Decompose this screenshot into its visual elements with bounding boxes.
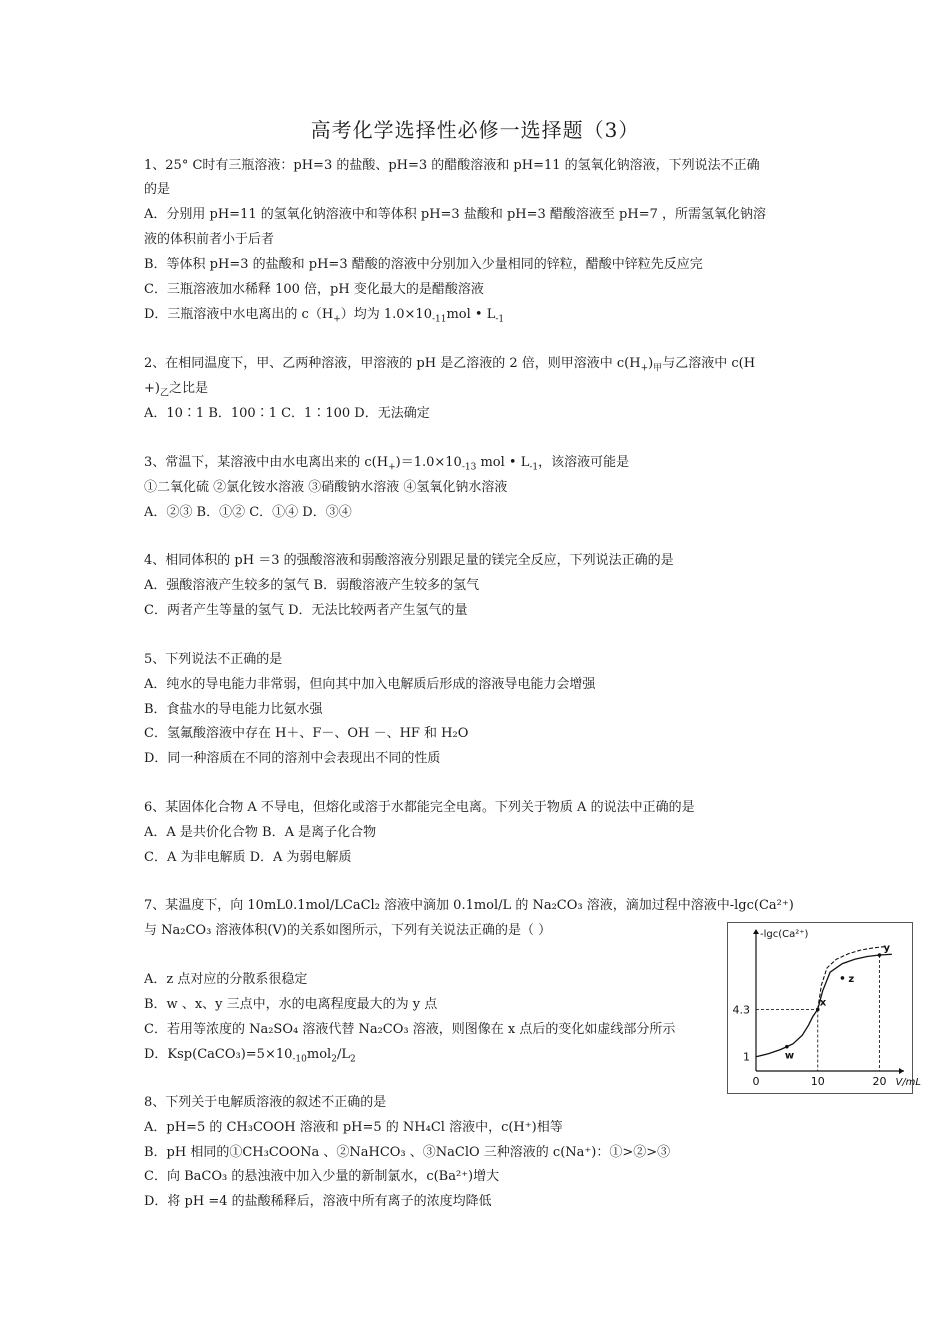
q8-option-a: A．pH=5 的 CH₃COOH 溶液和 pH=5 的 NH₄Cl 溶液中，c(H⁺)相等 <box>144 1120 563 1135</box>
q8-option-c: C．向 BaCO₃ 的悬浊液中加入少量的新制氯水，c(Ba²⁺)增大 <box>144 1169 500 1184</box>
y-axis-label: -lgc(Ca²⁺) <box>760 929 809 940</box>
q6-options-ab: A．A 是共价化合物 B．A 是离子化合物 <box>144 825 377 840</box>
q5-stem: 5、下列说法不正确的是 <box>144 652 283 667</box>
q7-chart-svg <box>728 923 922 1093</box>
point-y <box>878 953 882 957</box>
q2-options: A．10∶1 B．100∶1 C．1∶100 D．无法确定 <box>144 406 430 421</box>
q4-options-ab: A．强酸溶液产生较多的氢气 B．弱酸溶液产生较多的氢气 <box>144 578 480 593</box>
q1-option-c: C．三瓶溶液加水稀释 100 倍，pH 变化最大的是醋酸溶液 <box>144 282 484 297</box>
y-tick-label: 1 <box>743 1050 750 1064</box>
q1-option-a-line-2: 液的体积前者小于后者 <box>144 232 275 247</box>
point-label-y: y <box>883 943 891 955</box>
q7-option-c: C．若用等浓度的 Na₂SO₄ 溶液代替 Na₂CO₃ 溶液，则图像在 x 点后的变化如虚线部分所示 <box>144 1022 676 1037</box>
q1-stem-line-2: 的是 <box>144 182 171 197</box>
q3-stem: 3、常温下，某溶液中由水电离出来的 $c(H_+)=1.0\times 10_{-13}$ mol • $L_{-1}$，该溶液可能是 <box>144 455 630 473</box>
q7-option-d: D．$Ksp(CaCO_3)=5\times 10_{-10}mol_2/L_2$ <box>144 1047 356 1065</box>
x-axis-arrow <box>899 1068 904 1074</box>
q5-option-d: D．同一种溶质在不同的溶剂中会表现出不同的性质 <box>144 751 441 766</box>
point-label-z: z <box>848 973 855 985</box>
q7-stem-line-2: 与 Na₂CO₃ 溶液体积(V)的关系如图所示，下列有关说法正确的是（ ） <box>144 923 552 938</box>
q8-option-d: D．将 pH =4 的盐酸稀释后，溶液中所有离子的浓度均降低 <box>144 1194 492 1209</box>
q7-figure <box>727 922 922 1094</box>
q6-options-cd: C．A 为非电解质 D．A 为弱电解质 <box>144 850 352 865</box>
x-axis-label: V/mL <box>895 1077 922 1088</box>
page-title: 高考化学选择性必修一选择题（3） <box>310 118 640 142</box>
q7-stem-line-1: 7、某温度下，向 10mL0.1mol/LCaCl₂ 溶液中滴加 0.1mol/L 的 Na₂CO₃ 溶液，滴加过程中溶液中-lgc(Ca²⁺) <box>144 898 794 913</box>
q1-stem-line-1: 1、25° C时有三瓶溶液：pH=3 的盐酸、pH=3 的醋酸溶液和 pH=11 的氢氧化钠溶液，下列说法不正确 <box>144 158 760 173</box>
q8-stem: 8、下列关于电解质溶液的叙述不正确的是 <box>144 1095 387 1110</box>
x-tick-label: 20 <box>872 1075 887 1088</box>
q7-option-b: B．w 、x、y 三点中，水的电离程度最大的为 y 点 <box>144 997 438 1012</box>
q5-option-b: B．食盐水的导电能力比氨水强 <box>144 702 323 717</box>
q4-options-cd: C．两者产生等量的氢气 D．无法比较两者产生氢气的量 <box>144 603 468 618</box>
point-w <box>785 1045 789 1049</box>
x-tick-label: 0 <box>752 1075 760 1088</box>
q8-option-b: B．pH 相同的①CH₃COONa 、②NaHCO₃ 、③NaClO 三种溶液的 c(Na⁺)：①>②>③ <box>144 1145 671 1160</box>
x-tick-label: 10 <box>810 1075 825 1088</box>
q1-option-b: B．等体积 pH=3 的盐酸和 pH=3 醋酸的溶液中分别加入少量相同的锌粒，醋酸中锌粒先反应完 <box>144 257 703 272</box>
q2-stem-line-1: 2、在相同温度下，甲、乙两种溶液，甲溶液的 pH 是乙溶液的 2 倍，则甲溶液中 $c(H_+)_甲$与乙溶液中 c(H <box>144 356 756 374</box>
q1-option-a-line-1: A．分别用 pH=11 的氢氧化钠溶液中和等体积 pH=3 盐酸和 pH=3 醋酸溶液至 pH=7 ，所需氢氧化钠溶 <box>144 207 767 222</box>
q5-option-a: A．纯水的导电能力非常弱，但向其中加入电解质后形成的溶液导电能力会增强 <box>144 677 596 692</box>
y-tick-label: 4.3 <box>732 1003 750 1017</box>
y-axis-arrow <box>753 929 759 934</box>
q1-option-d: D．三瓶溶液中水电离出的 $c(H_+)$均为 $1.0\times 10_{-11}mol$ • $L_{-1}$ <box>144 307 505 325</box>
point-label-x: x <box>819 997 827 1009</box>
q5-option-c: C．氢氟酸溶液中存在 H＋、F－、OH －、HF 和 H₂O <box>144 726 469 741</box>
point-label-w: w <box>784 1050 795 1062</box>
q3-items: ①二氧化硫 ②氯化铵水溶液 ③硝酸钠水溶液 ④氢氧化钠水溶液 <box>144 480 508 495</box>
q3-options: A．②③ B．①② C．①④ D．③④ <box>144 505 352 520</box>
q2-stem-line-2: $+)_乙$之比是 <box>144 381 209 399</box>
q4-stem: 4、相同体积的 pH ＝3 的强酸溶液和弱酸溶液分别跟足量的镁完全反应，下列说法正确的是 <box>144 553 674 568</box>
q7-option-a: A．z 点对应的分散系很稳定 <box>144 972 308 987</box>
point-z <box>841 976 845 980</box>
q6-stem: 6、某固体化合物 A 不导电，但熔化或溶于水都能完全电离。下列关于物质 A 的说法中正确的是 <box>144 800 695 815</box>
